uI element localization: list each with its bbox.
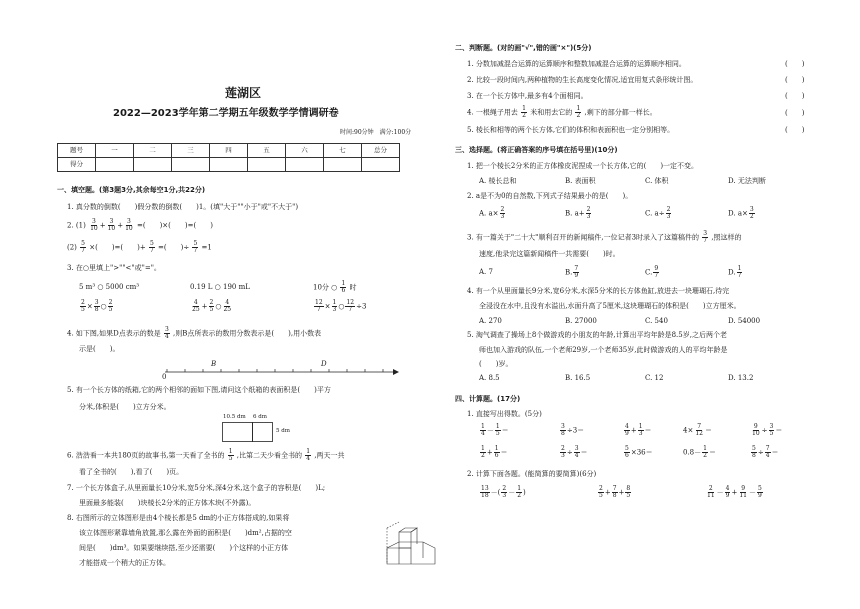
fraction: $\frac{1}{2}$ xyxy=(522,105,526,119)
section4-heading: 四、计算题。(17分) xyxy=(455,395,521,403)
s1-q7: 7. 一个长方体盒子,从里面量长10分米,宽5分米,深4分米,这个盒子的容积是( )L; xyxy=(67,484,326,492)
score-table-header-row xyxy=(58,144,400,158)
score-input-cell[interactable] xyxy=(172,158,210,172)
time-info: 时间:90分钟 满分:100分 xyxy=(340,129,412,136)
s2-item-1: 1. 分数加减混合运算的运算顺序和整数加减混合运算的运算顺序相同。 xyxy=(467,60,686,68)
fraction: $\frac{3}{8}$ xyxy=(561,423,565,437)
opt-label: B. a+ xyxy=(565,209,585,218)
fraction: $\frac{1}{2}$ xyxy=(481,445,485,459)
dim-label-1: 10.5 dm xyxy=(223,414,246,420)
s1-q5: 5. 有一个长方体的纸箱,它的两个相邻的面如下图,请问这个纸箱的表面积是( )平方 xyxy=(67,386,331,394)
s3-q2-opt-c xyxy=(645,207,672,220)
section1-heading: 一、填空题。(第3题3分,其余每空1分,共22分) xyxy=(57,186,206,194)
calc-eq: ÷3＝ xyxy=(566,426,585,435)
district-title: 莲湖区 xyxy=(225,86,262,100)
s1-q8-l2: 该立体图形紧靠墙角放置,那么露在外面的面积是( )dm²,占据的空 xyxy=(79,529,292,537)
fraction: $\frac{2}{11}$ xyxy=(707,485,715,499)
s1-q2b-end: =1 xyxy=(201,243,212,252)
s2-item-3: 3. 在一个长方体中,最多有4个面相同。 xyxy=(467,92,588,100)
score-table-score-row xyxy=(58,158,400,172)
calc-r2-1: $\frac{1}{2}$ + $\frac{1}{6}$ ＝ xyxy=(481,445,508,459)
s3-q5-opt-a: A. 8.5 xyxy=(479,374,500,382)
box-faces-diagram xyxy=(222,422,274,442)
s2-item-4-mid: 米和用去它的 xyxy=(530,108,573,117)
fraction: $\frac{1}{3}$ xyxy=(638,423,643,437)
calc-r1-1: $\frac{1}{4}$ － $\frac{1}{5}$ ＝ xyxy=(481,423,509,437)
fraction: $\frac{3}{8}$ xyxy=(94,299,99,313)
calc-eq: ＝ xyxy=(500,448,508,457)
s3-q4: 4. 有一个从里面量长9分米,宽6分米,水深5分米的长方体鱼缸,放进去一块珊瑚石,待完 xyxy=(467,287,730,295)
s3-q4-opt-a: A. 270 xyxy=(479,317,502,325)
fraction: $\frac{5}{7}$ xyxy=(81,240,85,254)
s3-q3-opt-c xyxy=(645,266,660,279)
fraction: $\frac{1}{2}$ xyxy=(517,485,522,499)
score-table xyxy=(57,143,400,172)
opt-label: D. xyxy=(728,268,736,277)
s2-item-4-label: 4. 一根绳子用去 xyxy=(467,108,518,117)
s4-q2: 2. 计算下面各题。(能简算的要简算)(6分) xyxy=(467,470,597,478)
score-cell: 三 xyxy=(172,144,210,158)
axis-zero-label: 0 xyxy=(162,373,167,381)
fraction: $\frac{5}{8}$ xyxy=(752,445,756,459)
s1-q2a: 2. (1) $\frac{3}{10}$ + $\frac{3}{10}$ + $\frac{3}{10}$ =( )×( )=( ) xyxy=(67,218,213,232)
fraction: $\frac{3}{4}$ xyxy=(164,326,169,340)
fraction: $\frac{7}{4}$ xyxy=(765,445,770,459)
calc-eq: ＝ xyxy=(580,448,588,457)
s2-item-2: 2. 比较一段时间内,两种植物的生长高度变化情况,适宜用复式条形统计图。 xyxy=(467,76,698,84)
s3-q5-l3: ( )岁。 xyxy=(479,360,513,368)
calc-r1-5: $\frac{9}{10}$ ÷ $\frac{3}{5}$ ＝ xyxy=(752,423,783,437)
calc-r1-3: $\frac{4}{9}$ + $\frac{1}{3}$ ＝ xyxy=(625,423,652,437)
s3-q4-l2: 全浸没在水中,且没有水溢出,水面升高了5厘米,这块珊瑚石的体积是( )立方厘米。 xyxy=(479,302,741,310)
fraction: $\frac{2}{5}$ xyxy=(599,485,603,499)
s1-q5-cont: 分米,体积是( )立方分米。 xyxy=(79,403,171,411)
s3-q1-opt-d: D. 无法判断 xyxy=(728,177,766,185)
fraction: $\frac{2}{3}$ xyxy=(586,206,591,220)
axis-b-label: B xyxy=(211,360,217,368)
fraction: $\frac{2}{5}$ xyxy=(209,299,214,313)
fraction: $\frac{3}{10}$ xyxy=(107,218,116,232)
s2-item-5: 5. 棱长和相等的两个长方体,它们的体积和表面积也一定分别相等。 xyxy=(467,126,675,134)
s3-q2-opt-d xyxy=(728,207,756,220)
s3-q1-opt-a: A. 棱长总和 xyxy=(479,177,517,185)
s3-q3-opt-b xyxy=(565,266,580,279)
section3-heading: 三、选择题。(将正确答案的序号填在括号里)(10分) xyxy=(455,146,618,154)
s3-q5-opt-d: D. 13.2 xyxy=(728,374,754,382)
fraction: $\frac{12}{7}$ xyxy=(315,299,323,313)
dim-label-3: 5 dm xyxy=(276,428,290,434)
s3-q3 xyxy=(467,231,742,244)
s1-q3-f: $\frac{12}{7}$ × $\frac{1}{3}$ ○ $\frac{12}{7}$ ÷3 xyxy=(315,299,367,313)
s3-q1-opt-c: C. 体积 xyxy=(645,177,669,185)
s1-q2b xyxy=(67,241,212,254)
score-input-cell[interactable] xyxy=(96,158,134,172)
fraction: $\frac{1}{6}$ xyxy=(341,280,346,294)
s3-q3-opt-a: A. 7 xyxy=(479,268,493,276)
score-cell: 七 xyxy=(324,144,362,158)
fraction: $\frac{7}{12}$ xyxy=(695,423,703,437)
fraction: $\frac{1}{6}$ xyxy=(494,445,499,459)
calc-eq: ×36＝ xyxy=(630,448,653,457)
calc-c2-2: $\frac{2}{5}$ + $\frac{7}{8}$ + $\frac{8}{5}$ xyxy=(599,485,631,499)
fraction: $\frac{9}{11}$ xyxy=(739,485,747,499)
answer-bracket[interactable]: ( ) xyxy=(785,60,805,68)
calc-eq: 4× xyxy=(683,426,694,435)
s1-q4-cont: 示是( )。 xyxy=(79,345,120,353)
score-input-cell[interactable] xyxy=(324,158,362,172)
calc-r2-4: 0.8－ $\frac{1}{2}$ ＝ xyxy=(683,445,716,459)
fraction: $\frac{5}{7}$ xyxy=(193,240,198,254)
fraction: $\frac{12}{7}$ xyxy=(346,299,355,313)
s3-q2: 2. a是不为0的自然数,下列式子结果最小的是( )。 xyxy=(467,192,633,200)
fraction: $\frac{13}{18}$ xyxy=(481,485,489,499)
calc-eq: ＝ xyxy=(775,426,783,435)
fraction: $\frac{2}{3}$ xyxy=(500,206,505,220)
s1-q7-cont: 里面最多能装( )块棱长2分米的正方体木块(不外露)。 xyxy=(79,499,256,507)
s1-q8-l4: 才能搭成一个稍大的正方体。 xyxy=(79,559,170,567)
s1-q6-label: 6. 浩浩看一本共180页的故事书,第一天看了全书的 xyxy=(67,451,225,460)
s3-q4-opt-c: C. 540 xyxy=(645,317,668,325)
s3-q1: 1. 把一个棱长2分米的正方体橡皮泥捏成一个长方体,它的( )一定不变。 xyxy=(467,162,699,170)
s1-q2b-tail: =( )÷ xyxy=(158,243,190,252)
s3-q1-opt-b: B. 表面积 xyxy=(565,177,596,185)
score-cell: 一 xyxy=(96,144,134,158)
fraction: $\frac{9}{10}$ xyxy=(752,423,760,437)
calc-c2-1: $\frac{13}{18}$ －( $\frac{2}{3}$ － $\frac{1}{2}$ ) xyxy=(481,485,526,499)
s1-q3-d: $\frac{2}{5}$ × $\frac{3}{8}$ ○ $\frac{2}{5}$ xyxy=(81,299,113,313)
calc-eq: ＝ xyxy=(644,426,652,435)
s1-q3: 3. 在○里填上">""<"或"="。 xyxy=(67,264,161,272)
fraction: $\frac{1}{3}$ xyxy=(332,299,337,313)
s3-q5-l2: 师也加入游戏的队伍,一个老师29岁,一个老师35岁,此时做游戏的人的平均年龄是 xyxy=(479,346,728,354)
s1-q2a-rest: =( )×( )=( ) xyxy=(136,221,213,230)
dim-label-2: 6 dm xyxy=(253,414,267,420)
s1-q2b-label: (2) xyxy=(67,243,77,252)
score-input-cell[interactable] xyxy=(286,158,324,172)
calc-eq: ＝ xyxy=(501,426,509,435)
s2-item-4 xyxy=(467,106,657,119)
fraction: $\frac{3}{10}$ xyxy=(90,218,98,232)
fraction: $\frac{2}{3}$ xyxy=(561,445,565,459)
s1-q3-c-label: 10分 ○ xyxy=(313,283,338,292)
s1-q2a-label: 2. (1) xyxy=(67,221,86,230)
fraction: $\frac{4}{25}$ xyxy=(192,299,200,313)
answer-bracket[interactable]: ( ) xyxy=(785,92,805,100)
fraction: $\frac{3}{5}$ xyxy=(769,423,774,437)
s1-q4 xyxy=(67,327,321,340)
score-cell: 题号 xyxy=(58,144,96,158)
calc-eq: ＝ xyxy=(771,448,779,457)
opt-label: C. xyxy=(645,268,653,277)
answer-bracket[interactable]: ( ) xyxy=(785,76,805,84)
s3-q5-opt-c: C. 12 xyxy=(645,374,664,382)
fraction: $\frac{2}{5}$ xyxy=(108,299,113,313)
score-cell: 二 xyxy=(134,144,172,158)
s3-q4-opt-b: B. 27000 xyxy=(565,317,597,325)
s4-q1: 1. 直接写出得数。(5分) xyxy=(467,410,542,418)
section2-heading: 二、判断题。(对的画"√",错的画"×")(5分) xyxy=(455,44,592,52)
fraction: $\frac{1}{5}$ xyxy=(495,423,500,437)
fraction: $\frac{3}{10}$ xyxy=(125,218,133,232)
fraction: $\frac{1}{2}$ xyxy=(576,105,581,119)
opt-label: C. a÷ xyxy=(645,209,665,218)
s3-q4-opt-d: D. 54000 xyxy=(728,317,761,325)
fraction: $\frac{5}{9}$ xyxy=(757,485,762,499)
score-input-cell[interactable] xyxy=(210,158,248,172)
score-input-cell[interactable] xyxy=(248,158,286,172)
s1-q6-tail: ,两天一共 xyxy=(314,451,345,460)
opt-label: B. xyxy=(565,268,573,277)
calc-r2-5: $\frac{5}{8}$ ÷ $\frac{7}{4}$ ＝ xyxy=(752,445,779,459)
fraction: $\frac{1}{7}$ xyxy=(737,265,742,279)
fraction: $\frac{3}{2}$ xyxy=(749,206,754,220)
calc-eq: 0.8－ xyxy=(683,448,702,457)
score-input-cell[interactable] xyxy=(134,158,172,172)
cube-stack-diagram xyxy=(385,518,437,566)
s3-q3-tail: ,照这样的 xyxy=(711,233,742,242)
s1-q4-label: 4. 如下图,如果D点表示的数是 xyxy=(67,329,161,338)
s1-q3-b: 0.19 L ○ 190 mL xyxy=(190,283,250,291)
opt-label: A. a× xyxy=(479,209,499,218)
fraction: $\frac{1}{2}$ xyxy=(703,445,707,459)
exam-title: 2022—2023学年第二学期五年级数学学情调研卷 xyxy=(113,108,339,119)
score-cell: 五 xyxy=(248,144,286,158)
answer-bracket[interactable]: ( ) xyxy=(785,126,805,134)
s1-q1: 1. 真分数的倒数( )假分数的倒数( )1。(填"大于""小于"或"不大于") xyxy=(67,203,299,211)
s1-q6 xyxy=(67,449,345,462)
score-cell: 总分 xyxy=(362,144,400,158)
s3-q5-opt-b: B. 16.5 xyxy=(565,374,591,382)
number-line xyxy=(165,358,400,380)
fraction: $\frac{4}{9}$ xyxy=(725,485,730,499)
fraction: $\frac{2}{3}$ xyxy=(666,206,671,220)
calc-r1-2 xyxy=(559,424,584,437)
score-input-cell[interactable] xyxy=(362,158,400,172)
fraction: $\frac{8}{5}$ xyxy=(626,485,631,499)
score-cell: 六 xyxy=(286,144,324,158)
s3-q2-opt-b xyxy=(565,207,592,220)
s2-item-4-tail: ,剩下的部分都一样长。 xyxy=(584,108,657,117)
score-cell: 得分 xyxy=(58,158,96,172)
calc-r2-3 xyxy=(623,446,653,459)
s1-q8-l3: 间是( )dm³。如果要继续搭,至少还需要( )个这样的小正方体 xyxy=(79,544,289,552)
fraction: $\frac{3}{7}$ xyxy=(703,230,708,244)
s1-q4-mid: ,则B点所表示的数用分数表示是( ),用小数表 xyxy=(173,329,322,338)
fraction: $\frac{9}{7}$ xyxy=(654,265,659,279)
fraction: $\frac{5}{7}$ xyxy=(149,240,154,254)
s3-q3-label: 3. 有一篇关于"二十大"顺利召开的新闻稿件,一位记者3时录入了这篇稿件的 xyxy=(467,233,700,242)
fraction: $\frac{7}{8}$ xyxy=(612,485,617,499)
fraction: $\frac{1}{4}$ xyxy=(306,448,311,462)
s1-q6-cont: 看了全书的( ),看了( )页。 xyxy=(79,468,184,476)
calc-c2-3: $\frac{2}{11}$ － $\frac{4}{9}$ + $\frac{9}{11}$ － $\frac{5}{9}$ xyxy=(707,485,762,499)
s1-q3-c-tail: 时 xyxy=(349,283,357,292)
fraction: $\frac{2}{3}$ xyxy=(502,485,507,499)
s3-q5: 5. 淘气调查了操场上8个做游戏的小朋友的年龄,计算出平均年龄是8.5岁,之后两个老 xyxy=(467,331,727,339)
score-cell: 四 xyxy=(210,144,248,158)
s3-q2-opt-a xyxy=(479,207,506,220)
s3-q3-opt-d xyxy=(728,266,743,279)
s1-q3-e: $\frac{4}{25}$ + $\frac{2}{5}$ ○ $\frac{4}{25}$ xyxy=(192,299,232,313)
answer-bracket[interactable]: ( ) xyxy=(785,109,805,117)
fraction: $\frac{4}{25}$ xyxy=(223,299,232,313)
fraction: $\frac{3}{4}$ xyxy=(574,445,579,459)
fraction: $\frac{2}{5}$ xyxy=(81,299,85,313)
fraction: $\frac{5}{6}$ xyxy=(625,445,629,459)
s3-q3-cont: 速度,他录完这篇新闻稿件一共需要( )时。 xyxy=(479,250,620,258)
fraction: $\frac{1}{4}$ xyxy=(481,423,485,437)
s1-q6-mid: ,比第二天少看全书的 xyxy=(236,451,303,460)
fraction: $\frac{4}{9}$ xyxy=(625,423,629,437)
s1-q3-c xyxy=(313,281,357,294)
s1-q8: 8. 右图所示的立体图形是由4个棱长都是5 dm的小正方体搭成的,如果将 xyxy=(67,514,290,522)
opt-label: D. a× xyxy=(728,209,748,218)
s1-q3-a: 5 m³ ○ 5000 cm³ xyxy=(79,283,140,291)
axis-d-label: D xyxy=(321,360,327,368)
s1-q2b-rest: ×( )=( )+ xyxy=(89,243,146,252)
fraction: $\frac{1}{5}$ xyxy=(228,448,233,462)
calc-r2-2: $\frac{2}{3}$ ÷ $\frac{3}{4}$ ＝ xyxy=(561,445,588,459)
fraction: $\frac{7}{9}$ xyxy=(574,265,579,279)
calc-r1-4: 4× $\frac{7}{12}$ ＝ xyxy=(683,423,712,437)
